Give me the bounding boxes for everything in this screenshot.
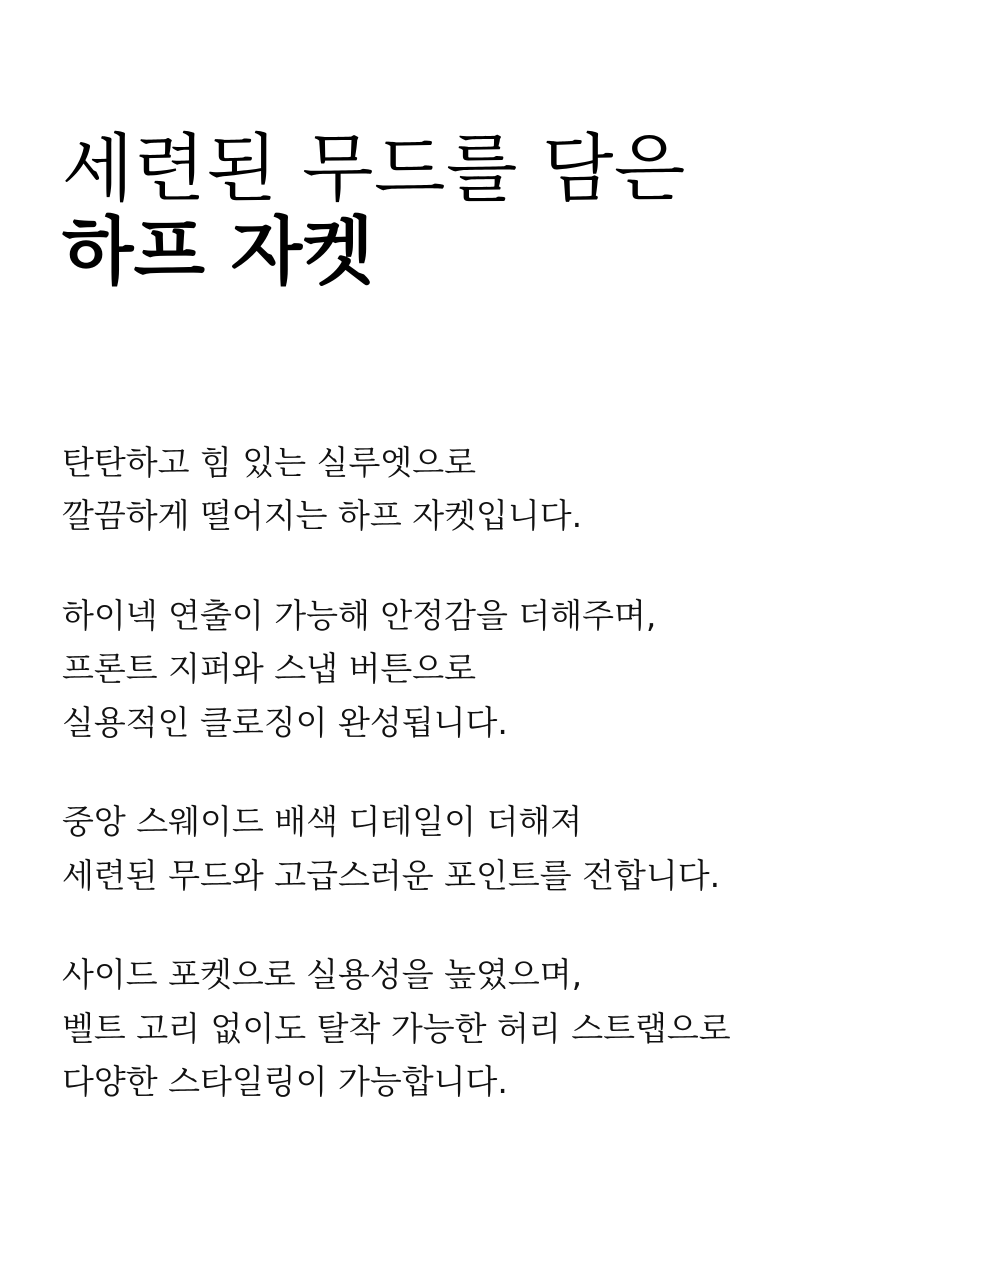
body-copy xyxy=(62,436,962,1109)
paragraph-line: 중앙 스웨이드 배색 디테일이 더해져 xyxy=(62,802,583,842)
paragraph-line: 실용적인 클로징이 완성됩니다. xyxy=(62,702,508,742)
paragraph-line: 탄탄하고 힘 있는 실루엣으로 xyxy=(62,443,477,482)
page-title-line-1: 세련된 무드를 담은 xyxy=(62,126,686,212)
paragraph-line: 다양한 스타일링이 가능합니다. xyxy=(62,1062,508,1102)
paragraph-2 xyxy=(62,589,962,749)
paragraph-line: 프론트 지퍼와 스냅 버튼으로 xyxy=(62,649,477,689)
paragraph-line: 사이드 포켓으로 실용성을 높였으며, xyxy=(62,955,583,995)
paragraph-line: 하이넥 연출이 가능해 안정감을 더해주며, xyxy=(62,595,657,635)
paragraph-line: 세련된 무드와 고급스러운 포인트를 전합니다. xyxy=(62,855,721,895)
paragraph-line: 깔끔하게 떨어지는 하프 자켓입니다. xyxy=(62,496,583,536)
paragraph-3 xyxy=(62,795,962,902)
paragraph-line: 벨트 고리 없이도 탈착 가능한 허리 스트랩으로 xyxy=(62,1008,731,1048)
paragraph-1 xyxy=(62,436,962,543)
page-title xyxy=(62,128,942,294)
paragraph-4 xyxy=(62,948,962,1108)
page-title-line-2: 하프 자켓 xyxy=(62,208,374,295)
